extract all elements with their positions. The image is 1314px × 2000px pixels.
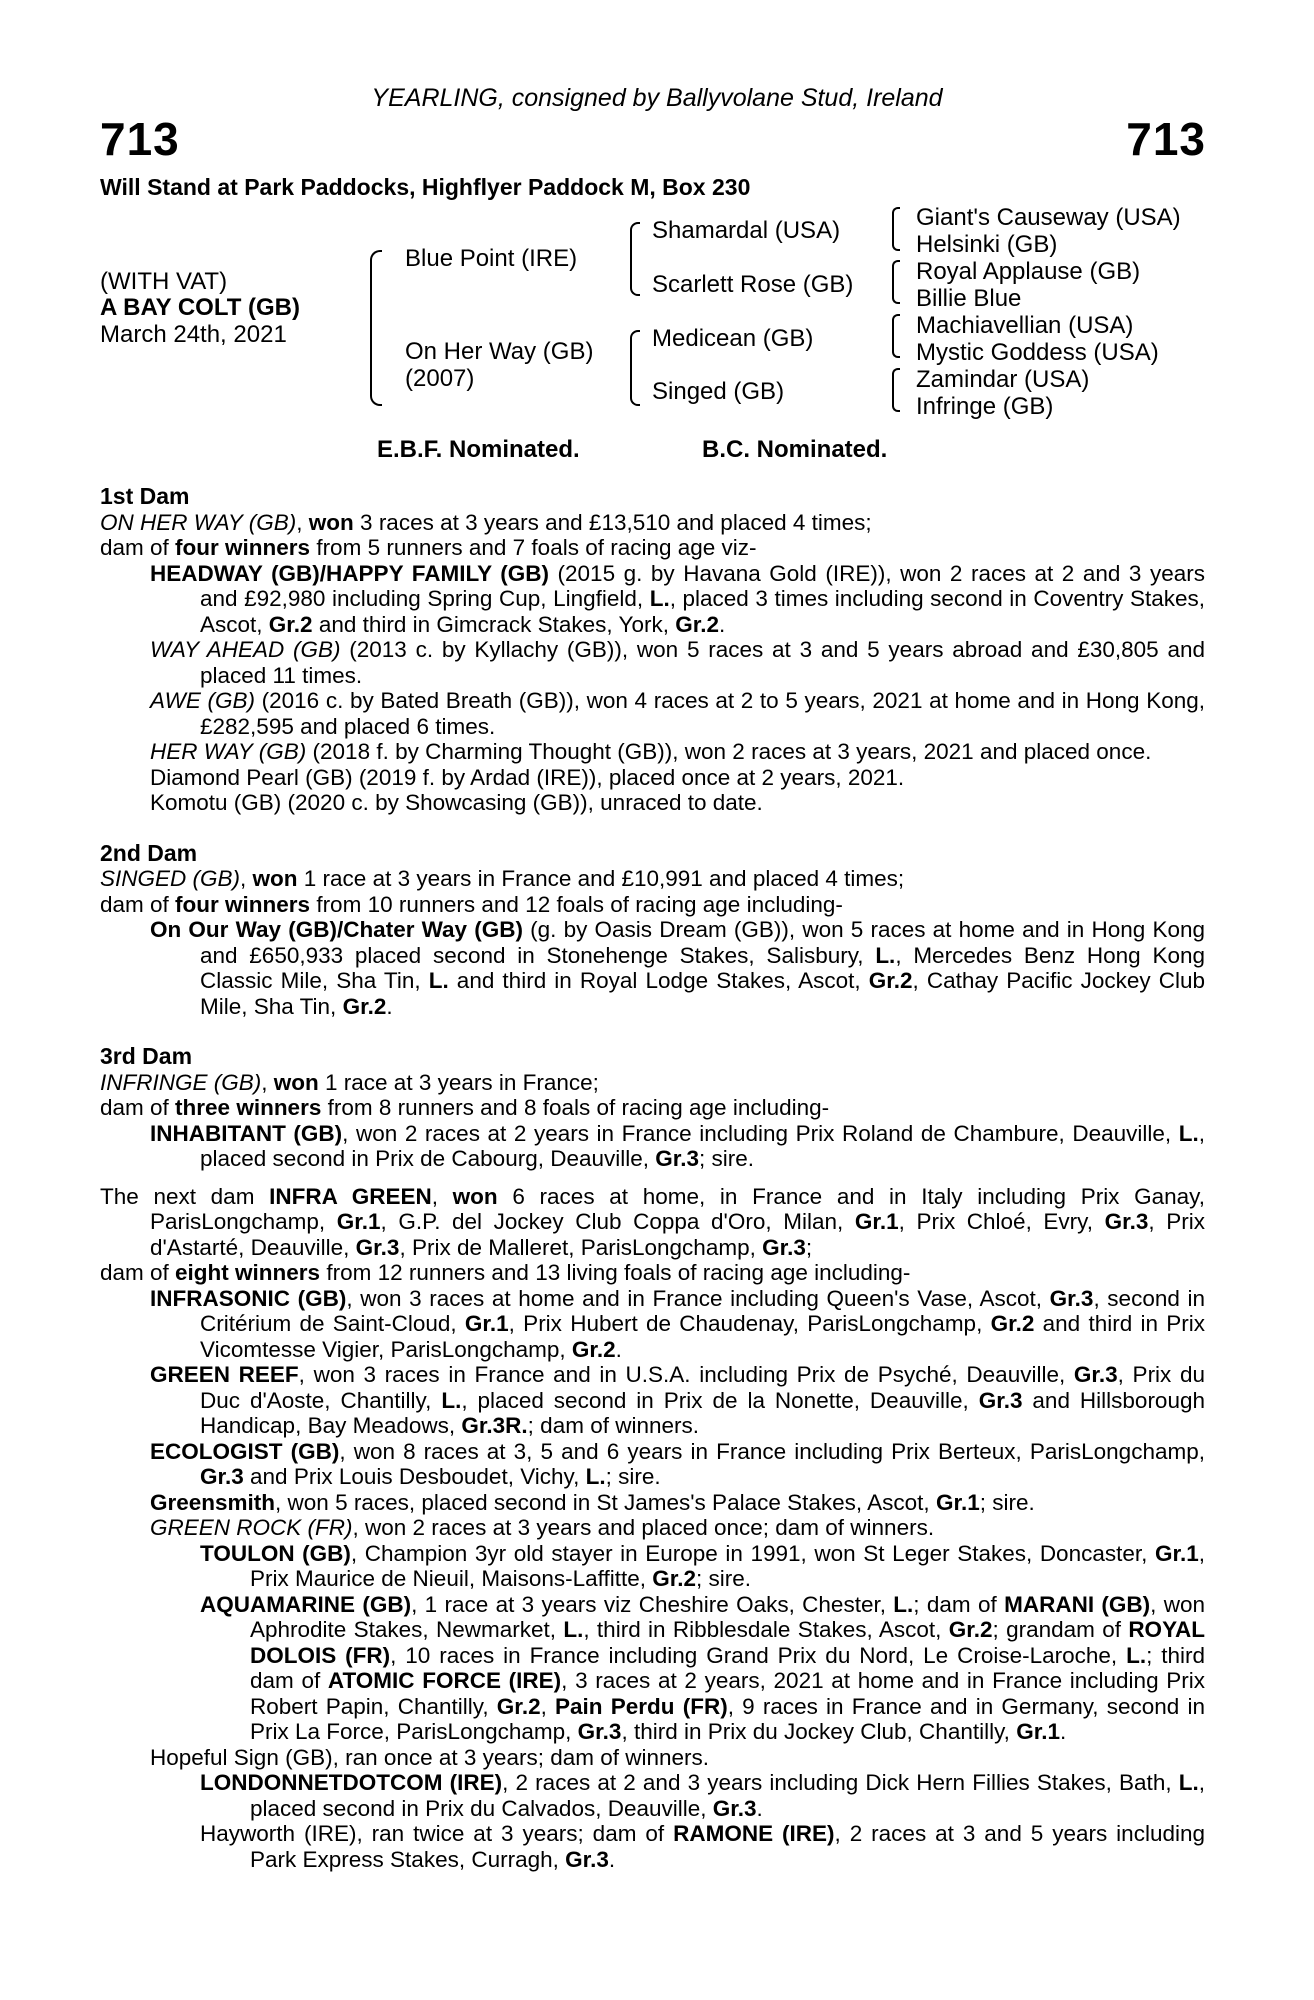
foaling-date: March 24th, 2021 [100,321,287,348]
second-dam-produce-summary: dam of four winners from 10 runners and 12 foals of racing age including- [100,891,843,917]
produce-londonnetdotcom: LONDONNETDOTCOM (IRE), 2 races at 2 and 3 years including Dick Hern Fillies Stakes, Bath, L., placed second in Prix du Calvados, Deauville, Gr.3. [200,1770,1205,1821]
pedigree-brace-sire [630,222,640,296]
pedigree-brace-main [370,250,382,406]
lot-number-left: 713 [100,113,180,165]
first-dam-produce-summary: dam of four winners from 5 runners and 7 foals of racing age viz- [100,535,757,560]
granddam-4: Infringe (GB) [916,393,1054,420]
second-dam-entry: SINGED (GB), won 1 race at 3 years in France and £10,991 and placed 4 times; [100,866,905,891]
produce-green-reef: GREEN REEF, won 3 races in France and in U.S.A. including Prix de Psyché, Deauville, Gr.3, Prix du Duc d'Aoste, Chantilly, L., placed second in Prix de la Nonette, Deauville, Gr.3 and Hillsborough Handicap, Bay Meadows, Gr.3R.; dam of winners. [150,1362,1205,1438]
sire-dam: Scarlett Rose (GB) [652,271,854,298]
produce-way-ahead: WAY AHEAD (GB) (2013 c. by Kyllachy (GB)), won 5 races at 3 and 5 years abroad and £30,805 and placed 11 times. [150,637,1205,688]
stand-location: Will Stand at Park Paddocks, Highflyer Paddock M, Box 230 [100,174,751,200]
produce-toulon: TOULON (GB), Champion 3yr old stayer in Europe in 1991, won St Leger Stakes, Doncaster, Gr.1, Prix Maurice de Nieuil, Maisons-Laffitte, Gr.2; sire. [200,1540,1205,1591]
produce-infrasonic: INFRASONIC (GB), won 3 races at home and in France including Queen's Vase, Ascot, Gr.3, second in Critérium de Saint-Cloud, Gr.1, Prix Hubert de Chaudenay, ParisLongchamp, Gr.2 and third in Prix Vicomtesse Vigier, ParisLongchamp, Gr.2. [150,1285,1205,1362]
third-dam-entry: INFRINGE (GB), won 1 race at 3 years in France; [100,1069,599,1095]
bc-nomination: B.C. Nominated. [702,436,888,463]
produce-headway: HEADWAY (GB)/HAPPY FAMILY (GB) (2015 g. by Havana Gold (IRE)), won 2 races at 2 and 3 years and £92,980 including Spring Cup, Lingfield, L., placed 3 times including second in Coventry Stakes, Ascot, Gr.2 and third in Gimcrack Stakes, York, Gr.2. [150,560,1205,637]
pedigree-brace-g2 [892,260,900,304]
dam: On Her Way (GB) [405,338,594,365]
dam-year: (2007) [405,365,475,392]
lot-number-right: 713 [1126,113,1206,165]
produce-hayworth: Hayworth (IRE), ran twice at 3 years; dam of RAMONE (IRE), 2 races at 3 and 5 years including Park Express Stakes, Curragh, Gr.3. [200,1821,1205,1872]
produce-hopeful-sign: Hopeful Sign (GB), ran once at 3 years; dam of winners. [150,1744,710,1770]
sire-sire: Shamardal (USA) [652,217,841,244]
granddam-2: Billie Blue [916,285,1022,312]
grandsire-1: Giant's Causeway (USA) [916,204,1181,231]
produce-greensmith: Greensmith, won 5 races, placed second in St James's Palace Stakes, Ascot, Gr.1; sire. [150,1489,1035,1515]
dam-sire: Medicean (GB) [652,325,814,352]
dam-dam: Singed (GB) [652,378,785,405]
pedigree-brace-g4 [892,368,900,412]
consignment-line: YEARLING, consigned by Ballyvolane Stud, Ireland [371,84,943,112]
next-dam-produce-summary: dam of eight winners from 12 runners and 13 living foals of racing age including- [100,1260,911,1285]
first-dam-heading: 1st Dam [100,483,190,509]
horse-name: A BAY COLT (GB) [100,294,301,321]
first-dam-entry: ON HER WAY (GB), won 3 races at 3 years and £13,510 and placed 4 times; [100,509,872,535]
produce-aquamarine: AQUAMARINE (GB), 1 race at 3 years viz Cheshire Oaks, Chester, L.; dam of MARANI (GB), won Aphrodite Stakes, Newmarket, L., third in Ribblesdale Stakes, Ascot, Gr.2; grandam of ROYAL DOLOIS (FR), 10 races in France including Grand Prix du Nord, Le Croise-Laroche, L.; third dam of ATOMIC FORCE (IRE), 3 races at 2 years, 2021 at home and in France including Prix Robert Papin, Chantilly, Gr.2, Pain Perdu (FR), 9 races in France and in Germany, second in Prix La Force, ParisLongchamp, Gr.3, third in Prix du Jockey Club, Chantilly, Gr.1. [200,1591,1206,1744]
second-dam-heading: 2nd Dam [100,839,198,866]
produce-inhabitant: INHABITANT (GB), won 2 races at 2 years in France including Prix Roland de Chambure, Deauville, L., placed second in Prix de Cabourg, Deauville, Gr.3; sire. [150,1120,1205,1171]
next-dam-entry: The next dam INFRA GREEN, won 6 races at home, in France and in Italy including Prix Ganay, ParisLongchamp, Gr.1, G.P. del Jockey Club Coppa d'Oro, Milan, Gr.1, Prix Chloé, Evry, Gr.3, Prix d'Astarté, Deauville, Gr.3, Prix de Malleret, ParisLongchamp, Gr.3; [100,1183,1205,1260]
sire: Blue Point (IRE) [405,245,578,272]
granddam-3: Mystic Goddess (USA) [916,339,1159,366]
produce-green-rock: GREEN ROCK (FR), won 2 races at 3 years and placed once; dam of winners. [150,1515,935,1540]
produce-on-our-way: On Our Way (GB)/Chater Way (GB) (g. by Oasis Dream (GB)), won 5 races at home and in Hong Kong and £650,933 placed second in Stonehenge Stakes, Salisbury, L., Mercedes Benz Hong Kong Classic Mile, Sha Tin, L. and third in Royal Lodge Stakes, Ascot, Gr.2, Cathay Pacific Jockey Club Mile, Sha Tin, Gr.2. [150,917,1205,1019]
produce-diamond-pearl: Diamond Pearl (GB) (2019 f. by Ardad (IRE)), placed once at 2 years, 2021. [150,764,905,790]
pedigree-brace-g1 [892,207,900,251]
third-dam-heading: 3rd Dam [100,1043,193,1069]
grandsire-3: Machiavellian (USA) [916,312,1134,339]
grandsire-4: Zamindar (USA) [916,366,1090,393]
vat-note: (WITH VAT) [100,268,228,295]
pedigree-brace-dam [630,330,640,406]
produce-awe: AWE (GB) (2016 c. by Bated Breath (GB)), won 4 races at 2 to 5 years, 2021 at home and in Hong Kong, £282,595 and placed 6 times. [150,688,1205,739]
third-dam-produce-summary: dam of three winners from 8 runners and 8 foals of racing age including- [100,1095,830,1120]
grandsire-2: Royal Applause (GB) [916,258,1141,285]
produce-her-way: HER WAY (GB) (2018 f. by Charming Thought (GB)), won 2 races at 3 years, 2021 and placed once. [150,739,1152,764]
catalogue-body [100,484,1205,1872]
pedigree-brace-g3 [892,314,900,358]
produce-ecologist: ECOLOGIST (GB), won 8 races at 3, 5 and 6 years in France including Prix Berteux, ParisLongchamp, Gr.3 and Prix Louis Desboudet, Vichy, L.; sire. [150,1438,1205,1489]
produce-komotu: Komotu (GB) (2020 c. by Showcasing (GB)), unraced to date. [150,790,763,815]
granddam-1: Helsinki (GB) [916,231,1058,258]
ebf-nomination: E.B.F. Nominated. [377,436,580,463]
